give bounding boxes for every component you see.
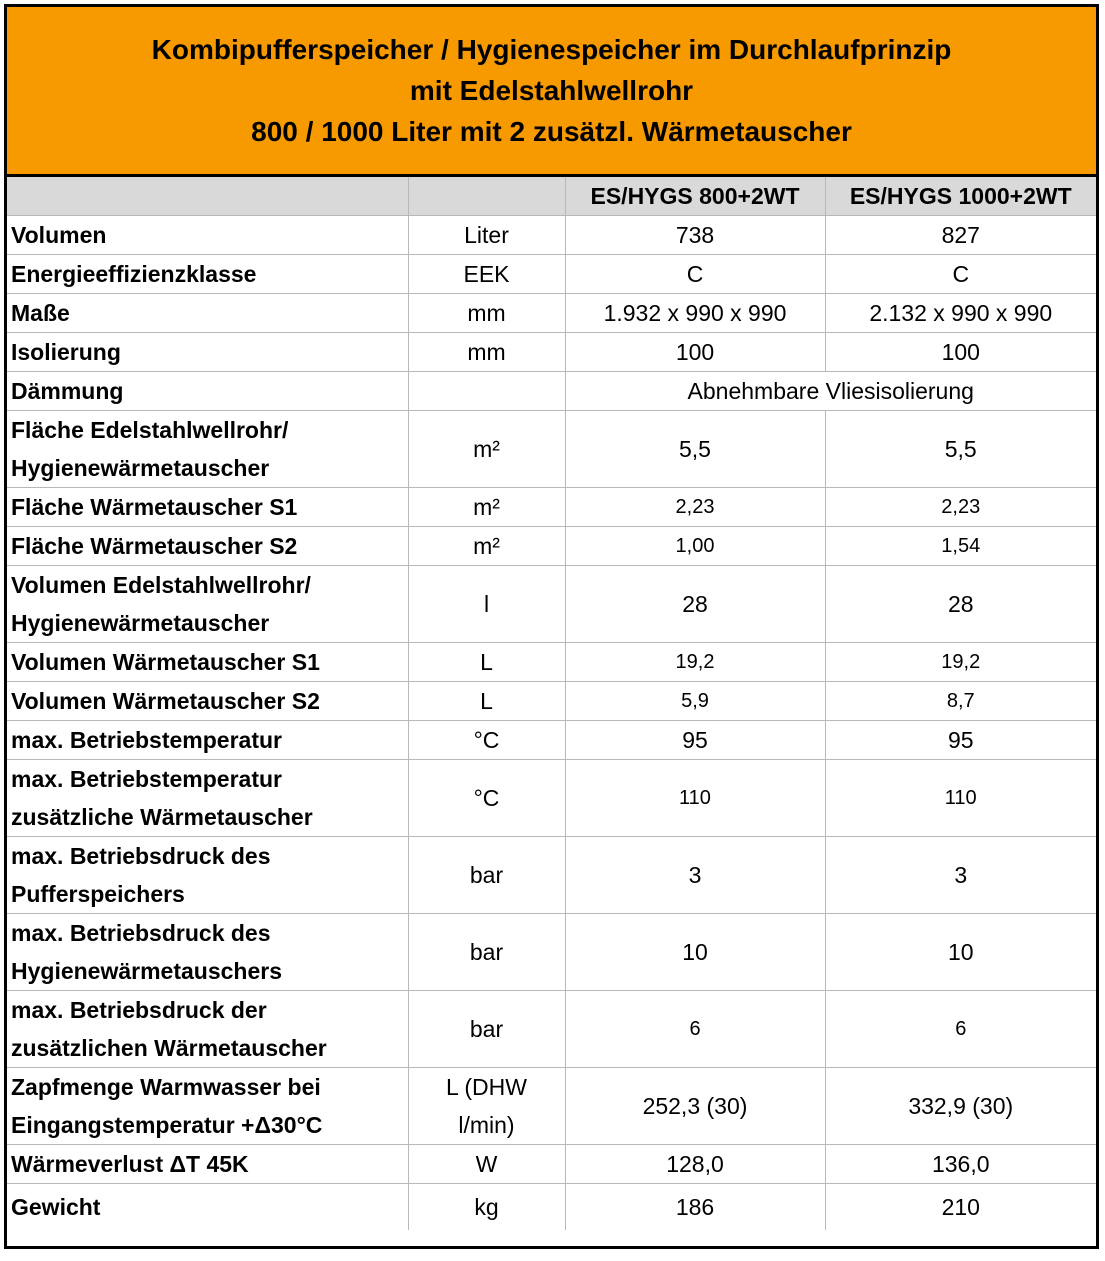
table-row xyxy=(7,255,1096,294)
title-line-2: mit Edelstahlwellrohr xyxy=(409,75,694,106)
table-row xyxy=(7,527,1096,566)
row-unit: mm xyxy=(408,333,565,372)
row-unit: L xyxy=(408,682,565,721)
table-row xyxy=(7,216,1096,255)
row-label: max. Betriebstemperatur xyxy=(7,721,408,760)
table-row xyxy=(7,1145,1096,1184)
table-row xyxy=(7,1068,1096,1145)
row-value-800: 2,23 xyxy=(565,488,825,527)
row-value-1000: 136,0 xyxy=(825,1145,1096,1184)
table-row xyxy=(7,372,1096,411)
row-label: max. Betriebsdruck des Pufferspeichers xyxy=(7,837,408,914)
row-value-1000: 95 xyxy=(825,721,1096,760)
row-label: max. Betriebstemperatur zusätzliche Wärmetauscher xyxy=(7,760,408,837)
row-unit: EEK xyxy=(408,255,565,294)
row-unit: bar xyxy=(408,837,565,914)
header-model-800: ES/HYGS 800+2WT xyxy=(565,177,825,216)
row-unit: °C xyxy=(408,760,565,837)
row-value-1000: 100 xyxy=(825,333,1096,372)
row-value-1000: 2,23 xyxy=(825,488,1096,527)
table-row xyxy=(7,566,1096,643)
table-row xyxy=(7,682,1096,721)
row-value-1000: 210 xyxy=(825,1184,1096,1231)
row-value-800: 186 xyxy=(565,1184,825,1231)
table-row xyxy=(7,411,1096,488)
row-unit: mm xyxy=(408,294,565,333)
spec-sheet xyxy=(4,4,1099,1249)
row-value-800: 1.932 x 990 x 990 xyxy=(565,294,825,333)
row-value-1000: C xyxy=(825,255,1096,294)
row-value-800: 5,5 xyxy=(565,411,825,488)
table-row xyxy=(7,643,1096,682)
row-value-800: 1,00 xyxy=(565,527,825,566)
row-unit: L xyxy=(408,643,565,682)
title-line-3: 800 / 1000 Liter mit 2 zusätzl. Wärmetauscher xyxy=(251,116,852,147)
table-row xyxy=(7,721,1096,760)
table-header-row xyxy=(7,177,1096,216)
row-value-1000: 6 xyxy=(825,991,1096,1068)
row-unit: L (DHW l/min) xyxy=(408,1068,565,1145)
row-value-800: 252,3 (30) xyxy=(565,1068,825,1145)
row-label: Dämmung xyxy=(7,372,408,411)
row-value-1000: 332,9 (30) xyxy=(825,1068,1096,1145)
row-value-1000: 110 xyxy=(825,760,1096,837)
table-row xyxy=(7,991,1096,1068)
row-merged-value: Abnehmbare Vliesisolierung xyxy=(565,372,1096,411)
row-label: Volumen Edelstahlwellrohr/ Hygienewärmetauscher xyxy=(7,566,408,643)
row-value-800: 100 xyxy=(565,333,825,372)
title-banner xyxy=(7,7,1096,177)
row-label: Volumen xyxy=(7,216,408,255)
row-value-800: 3 xyxy=(565,837,825,914)
row-label: Isolierung xyxy=(7,333,408,372)
row-unit: Liter xyxy=(408,216,565,255)
table-row xyxy=(7,760,1096,837)
table-row xyxy=(7,914,1096,991)
row-value-800: 28 xyxy=(565,566,825,643)
table-row xyxy=(7,294,1096,333)
row-unit: bar xyxy=(408,914,565,991)
spec-table xyxy=(7,177,1096,1230)
row-value-1000: 3 xyxy=(825,837,1096,914)
row-unit xyxy=(408,372,565,411)
row-label: Wärmeverlust ΔT 45K xyxy=(7,1145,408,1184)
row-value-800: 95 xyxy=(565,721,825,760)
row-label: Volumen Wärmetauscher S1 xyxy=(7,643,408,682)
row-label: Fläche Wärmetauscher S2 xyxy=(7,527,408,566)
row-unit: kg xyxy=(408,1184,565,1231)
table-row xyxy=(7,1184,1096,1231)
row-value-1000: 8,7 xyxy=(825,682,1096,721)
row-unit: m² xyxy=(408,411,565,488)
header-unit-cell xyxy=(408,177,565,216)
row-unit: °C xyxy=(408,721,565,760)
row-value-1000: 10 xyxy=(825,914,1096,991)
row-label: Volumen Wärmetauscher S2 xyxy=(7,682,408,721)
row-unit: bar xyxy=(408,991,565,1068)
row-label: Maße xyxy=(7,294,408,333)
row-value-1000: 28 xyxy=(825,566,1096,643)
row-unit: W xyxy=(408,1145,565,1184)
row-unit: m² xyxy=(408,488,565,527)
row-label: Fläche Edelstahlwellrohr/ Hygienewärmetauscher xyxy=(7,411,408,488)
row-value-1000: 1,54 xyxy=(825,527,1096,566)
table-row xyxy=(7,488,1096,527)
title-line-1: Kombipufferspeicher / Hygienespeicher im Durchlaufprinzip xyxy=(151,34,952,65)
row-label: Energieeffizienzklasse xyxy=(7,255,408,294)
row-label: max. Betriebsdruck des Hygienewärmetauschers xyxy=(7,914,408,991)
row-value-1000: 19,2 xyxy=(825,643,1096,682)
row-value-800: 19,2 xyxy=(565,643,825,682)
header-label-cell xyxy=(7,177,408,216)
row-value-800: 110 xyxy=(565,760,825,837)
row-unit: m² xyxy=(408,527,565,566)
row-label: Zapfmenge Warmwasser bei Eingangstemperatur +Δ30°C xyxy=(7,1068,408,1145)
row-value-800: 5,9 xyxy=(565,682,825,721)
row-label: max. Betriebsdruck der zusätzlichen Wärmetauscher xyxy=(7,991,408,1068)
row-label: Gewicht xyxy=(7,1184,408,1231)
row-value-1000: 2.132 x 990 x 990 xyxy=(825,294,1096,333)
row-value-800: 6 xyxy=(565,991,825,1068)
row-unit: l xyxy=(408,566,565,643)
table-row xyxy=(7,333,1096,372)
row-value-800: 738 xyxy=(565,216,825,255)
row-label: Fläche Wärmetauscher S1 xyxy=(7,488,408,527)
row-value-1000: 5,5 xyxy=(825,411,1096,488)
table-row xyxy=(7,837,1096,914)
header-model-1000: ES/HYGS 1000+2WT xyxy=(825,177,1096,216)
row-value-800: 10 xyxy=(565,914,825,991)
row-value-800: C xyxy=(565,255,825,294)
row-value-1000: 827 xyxy=(825,216,1096,255)
row-value-800: 128,0 xyxy=(565,1145,825,1184)
